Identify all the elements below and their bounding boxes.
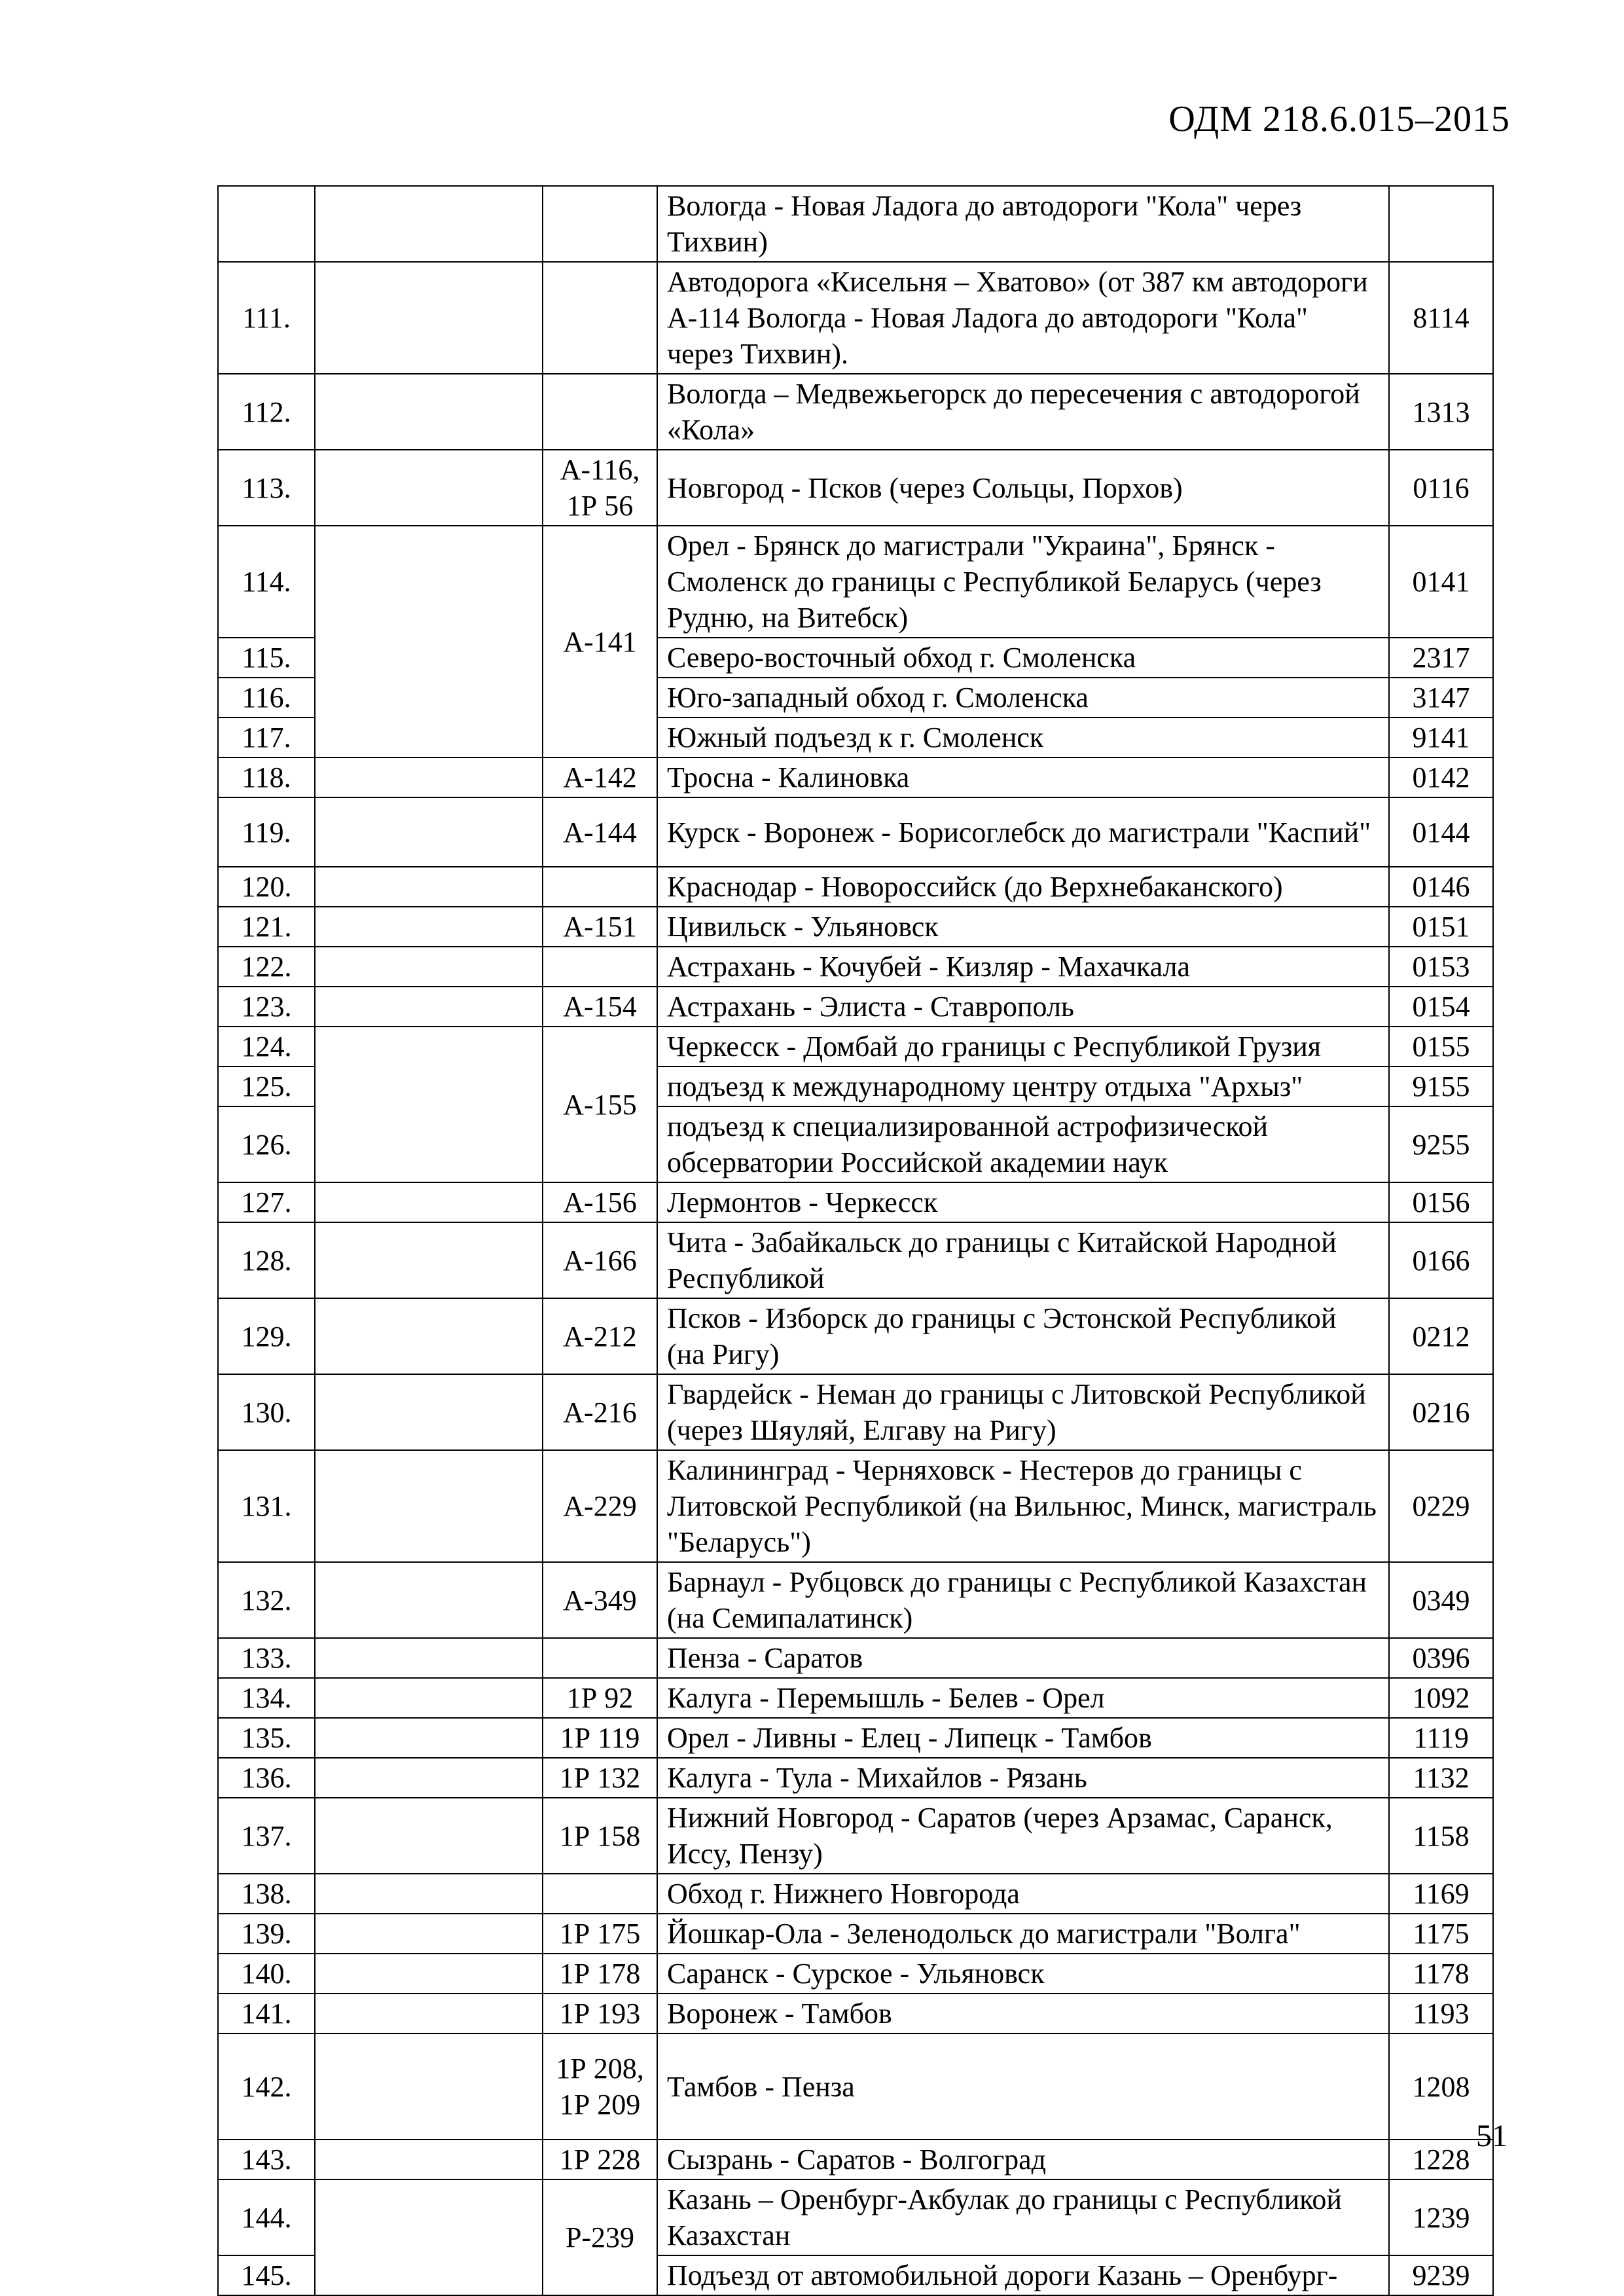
table-row <box>218 186 1493 262</box>
table-row <box>218 1450 1493 1562</box>
row-number: 139. <box>218 1914 315 1954</box>
table-row <box>218 757 1493 797</box>
table-row <box>218 2140 1493 2179</box>
road-code: А-155 <box>543 1027 657 1182</box>
road-code: 1Р 208, 1Р 209 <box>543 2033 657 2140</box>
road-code <box>543 947 657 987</box>
road-name: Нижний Новгород - Саратов (через Арзамас, Саранск, Иссу, Пензу) <box>657 1798 1389 1874</box>
road-name: подъезд к международному центру отдыха "Архыз" <box>657 1066 1389 1106</box>
road-code <box>543 1874 657 1914</box>
blank-cell <box>315 1027 543 1182</box>
road-index: 3147 <box>1389 678 1493 718</box>
road-code: А-116, 1Р 56 <box>543 450 657 526</box>
road-index: 1193 <box>1389 1994 1493 2033</box>
row-number: 125. <box>218 1066 315 1106</box>
road-code: А-141 <box>543 526 657 757</box>
road-name: Астрахань - Элиста - Ставрополь <box>657 987 1389 1027</box>
road-code <box>543 867 657 907</box>
table-row <box>218 797 1493 867</box>
table-row <box>218 947 1493 987</box>
road-code: А-151 <box>543 907 657 947</box>
road-index <box>1389 186 1493 262</box>
table-row <box>218 1562 1493 1638</box>
row-number <box>218 186 315 262</box>
road-index: 1169 <box>1389 1874 1493 1914</box>
road-index: 0144 <box>1389 797 1493 867</box>
blank-cell <box>315 450 543 526</box>
road-code: 1Р 178 <box>543 1954 657 1994</box>
row-number: 144. <box>218 2179 315 2255</box>
road-name: Новгород - Псков (через Сольцы, Порхов) <box>657 450 1389 526</box>
table-row <box>218 987 1493 1027</box>
road-code: 1Р 119 <box>543 1718 657 1758</box>
road-index: 0154 <box>1389 987 1493 1027</box>
road-name: Калининград - Черняховск - Нестеров до границы с Литовской Республикой (на Вильнюс, Минск, магистраль "Беларусь") <box>657 1450 1389 1562</box>
road-index: 0396 <box>1389 1638 1493 1678</box>
table-row <box>218 450 1493 526</box>
row-number: 133. <box>218 1638 315 1678</box>
blank-cell <box>315 1994 543 2033</box>
road-name: Саранск - Сурское - Ульяновск <box>657 1954 1389 1994</box>
road-name: Вологда - Новая Ладога до автодороги "Кола" через Тихвин) <box>657 186 1389 262</box>
road-index: 0141 <box>1389 526 1493 638</box>
road-name: Воронеж - Тамбов <box>657 1994 1389 2033</box>
row-number: 114. <box>218 526 315 638</box>
road-code <box>543 374 657 450</box>
row-number: 124. <box>218 1027 315 1066</box>
blank-cell <box>315 1758 543 1798</box>
road-index: 9255 <box>1389 1106 1493 1182</box>
row-number: 134. <box>218 1678 315 1718</box>
blank-cell <box>315 186 543 262</box>
road-index: 1228 <box>1389 2140 1493 2179</box>
road-name: Псков - Изборск до границы с Эстонской Республикой (на Ригу) <box>657 1298 1389 1374</box>
road-index: 8114 <box>1389 262 1493 374</box>
row-number: 132. <box>218 1562 315 1638</box>
blank-cell <box>315 2033 543 2140</box>
blank-cell <box>315 907 543 947</box>
road-name: Курск - Воронеж - Борисоглебск до магистрали "Каспий" <box>657 797 1389 867</box>
road-name: Пенза - Саратов <box>657 1638 1389 1678</box>
road-index: 1119 <box>1389 1718 1493 1758</box>
table-row <box>218 2179 1493 2255</box>
row-number: 112. <box>218 374 315 450</box>
road-code: А-229 <box>543 1450 657 1562</box>
row-number: 120. <box>218 867 315 907</box>
road-index: 9155 <box>1389 1066 1493 1106</box>
road-code: 1Р 193 <box>543 1994 657 2033</box>
row-number: 138. <box>218 1874 315 1914</box>
road-code: 1Р 158 <box>543 1798 657 1874</box>
road-code <box>543 1638 657 1678</box>
table-row <box>218 867 1493 907</box>
row-number: 130. <box>218 1374 315 1450</box>
road-index: 0216 <box>1389 1374 1493 1450</box>
road-index: 1132 <box>1389 1758 1493 1798</box>
road-code: 1Р 228 <box>543 2140 657 2179</box>
table-row <box>218 1298 1493 1374</box>
road-name: Краснодар - Новороссийск (до Верхнебаканского) <box>657 867 1389 907</box>
row-number: 121. <box>218 907 315 947</box>
road-name: Автодорога «Кисельня – Хватово» (от 387 км автодороги А-114 Вологда - Новая Ладога до автодороги "Кола" через Тихвин). <box>657 262 1389 374</box>
blank-cell <box>315 1562 543 1638</box>
blank-cell <box>315 2140 543 2179</box>
blank-cell <box>315 797 543 867</box>
row-number: 119. <box>218 797 315 867</box>
road-name: Сызрань - Саратов - Волгоград <box>657 2140 1389 2179</box>
road-index: 0155 <box>1389 1027 1493 1066</box>
row-number: 145. <box>218 2255 315 2295</box>
road-index: 0151 <box>1389 907 1493 947</box>
row-number: 136. <box>218 1758 315 1798</box>
road-index: 1175 <box>1389 1914 1493 1954</box>
road-name: Северо-восточный обход г. Смоленска <box>657 638 1389 678</box>
road-name: Подъезд от автомобильной дороги Казань – Оренбург- <box>657 2255 1389 2295</box>
row-number: 123. <box>218 987 315 1027</box>
road-code: 1Р 92 <box>543 1678 657 1718</box>
table-row <box>218 526 1493 638</box>
row-number: 122. <box>218 947 315 987</box>
blank-cell <box>315 947 543 987</box>
road-name: Юго-западный обход г. Смоленска <box>657 678 1389 718</box>
table-row <box>218 1182 1493 1222</box>
road-index: 1158 <box>1389 1798 1493 1874</box>
blank-cell <box>315 1874 543 1914</box>
road-code <box>543 186 657 262</box>
row-number: 142. <box>218 2033 315 2140</box>
document-code: ОДМ 218.6.015–2015 <box>1168 99 1510 139</box>
road-name: Барнаул - Рубцовск до границы с Республикой Казахстан (на Семипалатинск) <box>657 1562 1389 1638</box>
road-index: 9239 <box>1389 2255 1493 2295</box>
road-index: 0153 <box>1389 947 1493 987</box>
table-row <box>218 1874 1493 1914</box>
road-index: 0142 <box>1389 757 1493 797</box>
table-row <box>218 907 1493 947</box>
road-name: Йошкар-Ола - Зеленодольск до магистрали "Волга" <box>657 1914 1389 1954</box>
road-name: Черкесск - Домбай до границы с Республикой Грузия <box>657 1027 1389 1066</box>
roads-table <box>217 185 1494 2296</box>
row-number: 141. <box>218 1994 315 2033</box>
blank-cell <box>315 262 543 374</box>
road-name: Гвардейск - Неман до границы с Литовской Республикой (через Шяуляй, Елгаву на Ригу) <box>657 1374 1389 1450</box>
road-name: Вологда – Медвежьегорск до пересечения с автодорогой «Кола» <box>657 374 1389 450</box>
road-index: 0212 <box>1389 1298 1493 1374</box>
road-name: Чита - Забайкальск до границы с Китайской Народной Республикой <box>657 1222 1389 1298</box>
road-code: 1Р 132 <box>543 1758 657 1798</box>
road-index: 1208 <box>1389 2033 1493 2140</box>
table-row <box>218 1718 1493 1758</box>
blank-cell <box>315 1450 543 1562</box>
blank-cell <box>315 1638 543 1678</box>
road-code: А-166 <box>543 1222 657 1298</box>
road-index: 1178 <box>1389 1954 1493 1994</box>
table-row <box>218 1638 1493 1678</box>
table-row <box>218 1954 1493 1994</box>
road-name: Орел - Брянск до магистрали "Украина", Брянск - Смоленск до границы с Республикой Беларусь (через Рудню, на Витебск) <box>657 526 1389 638</box>
row-number: 131. <box>218 1450 315 1562</box>
row-number: 118. <box>218 757 315 797</box>
road-name: Обход г. Нижнего Новгорода <box>657 1874 1389 1914</box>
table-row <box>218 1374 1493 1450</box>
road-name: Калуга - Перемышль - Белев - Орел <box>657 1678 1389 1718</box>
row-number: 113. <box>218 450 315 526</box>
road-code: А-144 <box>543 797 657 867</box>
road-name: Казань – Оренбург-Акбулак до границы с Республикой Казахстан <box>657 2179 1389 2255</box>
road-name: Цивильск - Ульяновск <box>657 907 1389 947</box>
blank-cell <box>315 1718 543 1758</box>
row-number: 140. <box>218 1954 315 1994</box>
table-row <box>218 262 1493 374</box>
road-name: подъезд к специализированной астрофизической обсерватории Российской академии наук <box>657 1106 1389 1182</box>
blank-cell <box>315 1298 543 1374</box>
blank-cell <box>315 1222 543 1298</box>
road-code: А-216 <box>543 1374 657 1450</box>
row-number: 129. <box>218 1298 315 1374</box>
road-index: 2317 <box>1389 638 1493 678</box>
table-row <box>218 1914 1493 1954</box>
road-code: А-154 <box>543 987 657 1027</box>
row-number: 137. <box>218 1798 315 1874</box>
blank-cell <box>315 1182 543 1222</box>
road-name: Тросна - Калиновка <box>657 757 1389 797</box>
road-index: 0146 <box>1389 867 1493 907</box>
road-name: Тамбов - Пенза <box>657 2033 1389 2140</box>
row-number: 126. <box>218 1106 315 1182</box>
blank-cell <box>315 1914 543 1954</box>
table-row <box>218 1758 1493 1798</box>
road-index: 1313 <box>1389 374 1493 450</box>
page-number: 51 <box>1476 2119 1507 2153</box>
blank-cell <box>315 374 543 450</box>
blank-cell <box>315 867 543 907</box>
road-index: 0166 <box>1389 1222 1493 1298</box>
road-code: Р-239 <box>543 2179 657 2295</box>
table-row <box>218 1027 1493 1066</box>
road-index: 1092 <box>1389 1678 1493 1718</box>
road-name: Орел - Ливны - Елец - Липецк - Тамбов <box>657 1718 1389 1758</box>
row-number: 143. <box>218 2140 315 2179</box>
row-number: 117. <box>218 718 315 757</box>
table-row <box>218 1798 1493 1874</box>
road-code: 1Р 175 <box>543 1914 657 1954</box>
road-code: А-156 <box>543 1182 657 1222</box>
road-code <box>543 262 657 374</box>
row-number: 127. <box>218 1182 315 1222</box>
road-index: 0116 <box>1389 450 1493 526</box>
road-index: 0229 <box>1389 1450 1493 1562</box>
table-row <box>218 2033 1493 2140</box>
row-number: 116. <box>218 678 315 718</box>
road-code: А-142 <box>543 757 657 797</box>
row-number: 135. <box>218 1718 315 1758</box>
road-code: А-349 <box>543 1562 657 1638</box>
road-name: Астрахань - Кочубей - Кизляр - Махачкала <box>657 947 1389 987</box>
road-name: Калуга - Тула - Михайлов - Рязань <box>657 1758 1389 1798</box>
blank-cell <box>315 987 543 1027</box>
blank-cell <box>315 1954 543 1994</box>
road-code: А-212 <box>543 1298 657 1374</box>
blank-cell <box>315 526 543 757</box>
row-number: 111. <box>218 262 315 374</box>
road-name: Южный подъезд к г. Смоленск <box>657 718 1389 757</box>
blank-cell <box>315 1374 543 1450</box>
road-index: 9141 <box>1389 718 1493 757</box>
blank-cell <box>315 2179 543 2295</box>
table-row <box>218 1222 1493 1298</box>
road-name: Лермонтов - Черкесск <box>657 1182 1389 1222</box>
road-index: 0156 <box>1389 1182 1493 1222</box>
blank-cell <box>315 757 543 797</box>
row-number: 115. <box>218 638 315 678</box>
row-number: 128. <box>218 1222 315 1298</box>
table-row <box>218 374 1493 450</box>
road-index: 0349 <box>1389 1562 1493 1638</box>
table-row <box>218 1678 1493 1718</box>
table-row <box>218 1994 1493 2033</box>
blank-cell <box>315 1798 543 1874</box>
blank-cell <box>315 1678 543 1718</box>
road-index: 1239 <box>1389 2179 1493 2255</box>
